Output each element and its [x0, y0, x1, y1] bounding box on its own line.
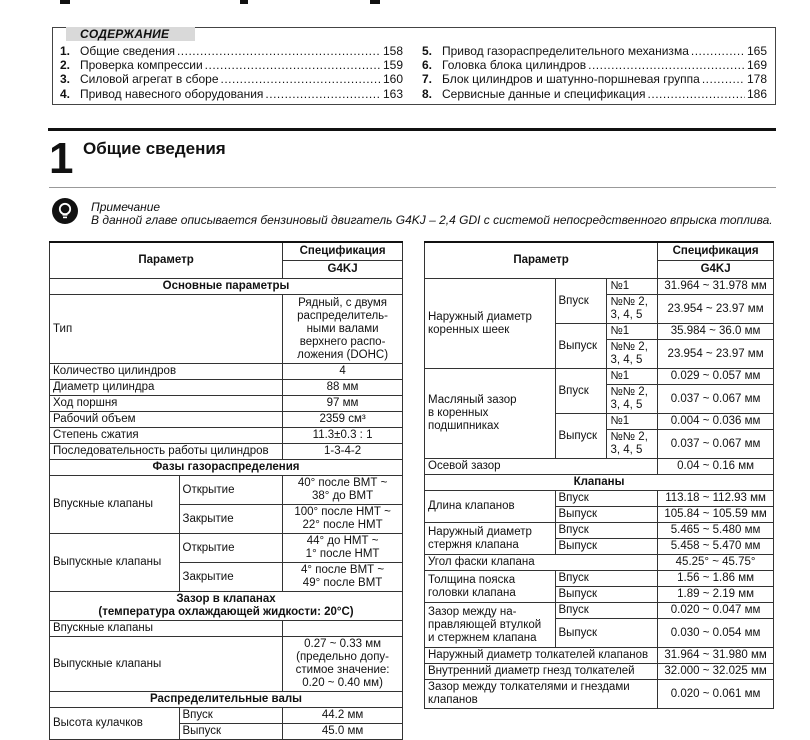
table-row: №№ 2, 3, 4, 5 23.954 ~ 23.97 мм — [425, 295, 774, 324]
table-row: Выпуск 5.458 ~ 5.470 мм — [425, 539, 774, 555]
table-row: Масляный зазор в коренных подшипниках Впуск №1 0.029 ~ 0.057 мм — [425, 369, 774, 385]
table-row: Толщина пояска головки клапана Впуск 1.56 ~ 1.86 мм — [425, 571, 774, 587]
table-row: №№ 2, 3, 4, 5 0.037 ~ 0.067 мм — [425, 430, 774, 459]
table-row: Закрытие 100° после НМТ ~ 22° после НМТ — [50, 505, 403, 534]
table-row: Выпуск 1.89 ~ 2.19 мм — [425, 587, 774, 603]
section-row: Зазор в клапанах (температура охлаждающей жидкости: 20°C) — [50, 592, 403, 621]
table-row: Рабочий объем 2359 см³ — [50, 412, 403, 428]
type-value: Рядный, с двумя распределитель- ными валами верхнего распо- ложения (DOHC) — [283, 295, 403, 364]
table-row: Зазор между на- правляющей втулкой и стержнем клапана Впуск 0.020 ~ 0.047 мм — [425, 603, 774, 619]
lightbulb-icon — [52, 198, 78, 224]
toc-item[interactable]: 6. Головка блока цилиндров ..... 169 — [417, 58, 767, 72]
table-row: Выпуск 45.0 мм — [50, 724, 403, 740]
table-row: Угол фаски клапана 45.25° ~ 45.75° — [425, 555, 774, 571]
table-row: Ход поршня 97 мм — [50, 396, 403, 412]
table-row: Выпуск №1 35.984 ~ 36.0 мм — [425, 324, 774, 340]
table-row: Выпуск 0.030 ~ 0.054 мм — [425, 619, 774, 648]
table-header: Параметр Спецификация — [425, 242, 774, 261]
toc-item[interactable]: 5. Привод газораспределительного механизма ..... 165 — [417, 44, 767, 58]
toc-item[interactable]: 4. Привод навесного оборудования ..... 163 — [55, 87, 403, 101]
toc-item[interactable]: 1. Общие сведения ..... 158 — [55, 44, 403, 58]
table-row: Наружный диаметр коренных шеек Впуск №1 31.964 ~ 31.978 мм — [425, 279, 774, 295]
toc-item[interactable]: 3. Силовой агрегат в сборе ..... 160 — [55, 72, 403, 86]
toc-right-column — [417, 44, 767, 101]
table-row: Выпуск 105.84 ~ 105.59 мм — [425, 507, 774, 523]
table-row: Закрытие 4° после ВМТ ~ 49° после ВМТ — [50, 563, 403, 592]
toc-item[interactable]: 2. Проверка компрессии ..... 159 — [55, 58, 403, 72]
table-row: Впускные клапаны — [50, 621, 403, 637]
spec-table-left: Параметр Спецификация G4KJ Основные параметры Тип Рядный, с двумя распределитель- ными валами верхнего распо- ложения (DOHC) Количество цилиндров 4 Диаметр цилиндра 88 мм Ход поршня 97 мм Рабочий объем 2359 см³ Степень сжатия 11.3±0.3 : 1 Последовательность работы цилиндров 1-3-4-2 Фазы газораспределения Впускные клапаны Открытие 40° после ВМТ ~ 38° до ВМТ Закрытие 100° после НМТ ~ 22° после НМТ Выпускные клапаны Открытие 44° до НМТ ~ 1° после НМТ Закрытие 4° после ВМТ ~ 49° после ВМТ Зазор в клапанах (температура охлаждающей жидкости: 20°C) Впускные клапаны Выпускные клапаны 0.27 ~ 0.33 мм (предельно допу- стимое значение: 0.20 ~ 0.40 мм) Распределительные валы Высота кулачков Впуск 44.2 мм Выпуск 45.0 мм — [49, 241, 403, 740]
toc-item[interactable]: 8. Сервисные данные и спецификация ..... 186 — [417, 87, 767, 101]
table-row: Последовательность работы цилиндров 1-3-4-2 — [50, 444, 403, 460]
table-row: №№ 2, 3, 4, 5 23.954 ~ 23.97 мм — [425, 340, 774, 369]
table-of-contents — [52, 27, 776, 105]
divider — [49, 187, 776, 188]
section-number: 1 — [49, 134, 74, 183]
table-row: Высота кулачков Впуск 44.2 мм — [50, 708, 403, 724]
table-row: Выпуск №1 0.004 ~ 0.036 мм — [425, 414, 774, 430]
section-row: Распределительные валы — [50, 692, 403, 708]
section-row: Клапаны — [425, 475, 774, 491]
table-row: Внутренний диаметр гнезд толкателей 32.000 ~ 32.025 мм — [425, 664, 774, 680]
toc-title: СОДЕРЖАНИЕ — [66, 27, 195, 41]
section-rule — [48, 128, 776, 131]
spec-table-right: Параметр Спецификация G4KJ Наружный диаметр коренных шеек Впуск №1 31.964 ~ 31.978 мм №№ 2, 3, 4, 5 23.954 ~ 23.97 мм Выпуск №1 35.984 ~ 36.0 мм №№ 2, 3, 4, 5 23.954 ~ 23.97 мм Масляный зазор в коренных подшипниках Впуск №1 0.029 ~ 0.057 мм №№ 2, 3, 4, 5 0.037 ~ 0.067 мм Выпуск №1 0.004 ~ 0.036 мм №№ 2, 3, 4, 5 0.037 ~ 0.067 мм Осевой зазор 0.04 ~ 0.16 мм Клапаны Длина клапанов Впуск 113.18 ~ 112.93 мм Выпуск 105.84 ~ 105.59 мм Наружный диаметр стержня клапана Впуск 5.465 ~ 5.480 мм Выпуск 5.458 ~ 5.470 мм Угол фаски клапана 45.25° ~ 45.75° Толщина пояска головки клапана Впуск 1.56 ~ 1.86 мм Выпуск 1.89 ~ 2.19 мм Зазор между на- правляющей втулкой и стержнем клапана Впуск 0.020 ~ 0.047 мм Выпуск 0.030 ~ 0.054 мм Наружный диаметр толкателей клапанов 31.964 ~ 31.980 мм Внутренний диаметр гнезд толкателей 32.000 ~ 32.025 мм Зазор между толкателями и гнездами клапанов 0.020 ~ 0.061 мм — [424, 241, 774, 709]
table-row: Выпускные клапаны Открытие 44° до НМТ ~ 1° после НМТ — [50, 534, 403, 563]
table-row: №№ 2, 3, 4, 5 0.037 ~ 0.067 мм — [425, 385, 774, 414]
table-row: Впускные клапаны Открытие 40° после ВМТ ~ 38° до ВМТ — [50, 476, 403, 505]
toc-left-column — [55, 44, 403, 101]
section-title: Общие сведения — [83, 139, 226, 158]
top-header-fragment — [0, 0, 810, 6]
table-row: Диаметр цилиндра 88 мм — [50, 380, 403, 396]
table-row: Степень сжатия 11.3±0.3 : 1 — [50, 428, 403, 444]
toc-item[interactable]: 7. Блок цилиндров и шатунно-поршневая группа ..... 178 — [417, 72, 767, 86]
table-row: Зазор между толкателями и гнездами клапанов 0.020 ~ 0.061 мм — [425, 680, 774, 709]
table-row: Наружный диаметр стержня клапана Впуск 5.465 ~ 5.480 мм — [425, 523, 774, 539]
table-row: Выпускные клапаны 0.27 ~ 0.33 мм (предельно допу- стимое значение: 0.20 ~ 0.40 мм) — [50, 637, 403, 692]
note-title: Примечание — [91, 200, 161, 214]
section-row: Основные параметры — [50, 279, 403, 295]
table-row: Наружный диаметр толкателей клапанов 31.964 ~ 31.980 мм — [425, 648, 774, 664]
table-row: Тип Рядный, с двумя распределитель- ными валами верхнего распо- ложения (DOHC) — [50, 295, 403, 364]
table-header: Параметр Спецификация — [50, 242, 403, 261]
table-row: Длина клапанов Впуск 113.18 ~ 112.93 мм — [425, 491, 774, 507]
section-row: Фазы газораспределения — [50, 460, 403, 476]
table-row: Осевой зазор 0.04 ~ 0.16 мм — [425, 459, 774, 475]
note-text: В данной главе описывается бензиновый двигатель G4KJ – 2,4 GDI с системой непосредственного впрыска топлива. — [91, 213, 773, 227]
table-row: Количество цилиндров 4 — [50, 364, 403, 380]
